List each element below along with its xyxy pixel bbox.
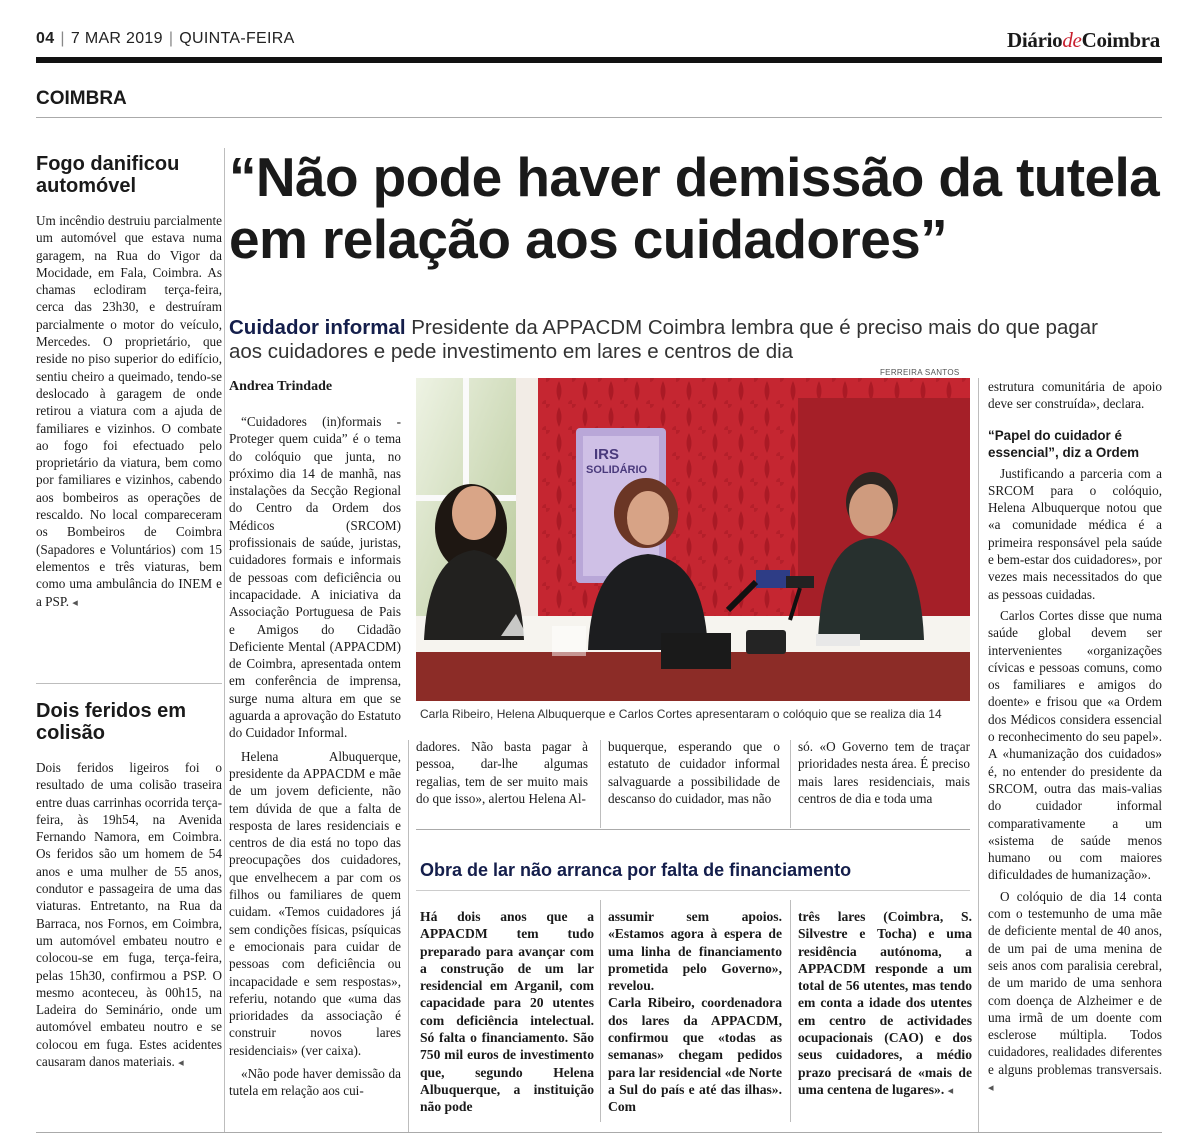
column-divider	[224, 148, 225, 1132]
subheadline: Cuidador informal Presidente da APPACDM Coimbra lembra que é preciso mais do que pagar aos cuidadores e pede investimento em lares e centros de dia	[229, 316, 1098, 363]
headline: “Não pode haver demissão da tutela em relação aos cuidadores”	[229, 146, 1160, 270]
brief-title-collision: Dois feridos em colisão	[36, 700, 187, 744]
column-divider	[790, 900, 791, 1122]
column-divider	[600, 740, 601, 828]
photo-credit: FERREIRA SANTOS	[880, 368, 960, 377]
brief-text-fire: Um incêndio destruiu parcialmente um automóvel que estava numa garagem, na Rua do Vigor da Mocidade, em Fala, Coimbra. As chamas eclodiram terça-feira, cerca das 23h30, e destruíram parcialmente o motor do veículo, Mercedes. O proprietário, que reside no piso superior do edifício, sentiu cheiro a queimado, tendo-se deslocado à garagem de onde retirou a viatura com a ajuda de familiares e vizinhos. O combate ao fogo foi efectuado pelo proprietário da viatura, bem como por familiares e vizinhos, cabendo aos bombeiros as operações de rescaldo. No local compareceram os Bombeiros de Coimbra (Sapadores e Voluntários) com 15 elementos e três viaturas, bem como uma ambulância do INEM e a PSP. ◂	[36, 213, 222, 609]
top-rule	[36, 57, 1162, 63]
section-rule	[36, 117, 1162, 118]
photo-caption: Carla Ribeiro, Helena Albuquerque e Carlos Cortes apresentaram o colóquio que se realiza dia 14	[420, 707, 942, 721]
column-divider	[408, 740, 409, 1132]
issue-date: 7 MAR 2019	[70, 30, 163, 47]
box-title-rule	[416, 890, 970, 891]
page-meta: 04 | 7 MAR 2019 | QUINTA-FEIRA	[36, 30, 295, 47]
article-column-right: estrutura comunitária de apoio deve ser construída», declara. “Papel do cuidador é essencial”, diz a Ordem Justificando a parceria com a SRCOM para o colóquio, Helena Albuquerque notou que «a comunidade médica é a primeira responsável pela saúde e bem-estar dos cuidadores», por vezes mais necessitados do que as pessoas cuidadas. Carlos Cortes disse que numa saúde global devem ser intervenientes «organizações cívicas e pessoas comuns, como os familiares e amigos do doente» e frisou que «a Ordem dos Médicos considera essencial o reconhecimento do seu papel». A «humanização dos cuidados» é, no entender do presidente da SRCOM, outra das mais-valias do cuidador informal comparativamente a um «sistema de saúde menos humano ou com maiores dificuldades de humanização». O colóquio de dia 14 conta com o testemunho de uma mãe de deficiente mental de 40 anos, de um pai de uma menina de seis anos com paralisia cerebral, de um marido de uma senhora com doença de Alzheimer e de uma irmã de um doente com esclerose múltipla. Todos cuidadores, realidades diferentes e alguns problemas transversais. ◂	[988, 379, 1162, 1094]
brief-text-collision: Dois feridos ligeiros foi o resultado de uma colisão traseira entre duas carrinhas ocorrida terça-feira, às 19h54, na Avenida Fernando Namora, em Coimbra. Os feridos são um homem de 54 anos e uma mulher de 55 anos, condutor e passageira de uma das viaturas. Entretanto, na Rua da Barraca, nos Fornos, em Coimbra, um automóvel embateu noutro e colocou-se em fuga, terça-feira, pelas 15h30, confirmou a PSP. O mesmo aconteceu, às 00h15, na Ladeira do Seminário, onde um automóvel embateu noutro e se colocou em fuga. Estes acidentes causaram danos materiais. ◂	[36, 760, 222, 1070]
brief-divider	[36, 683, 222, 684]
box-column-2: assumir sem apoios. «Estamos agora à espera de uma linha de financiamento prometida pelo Governo», revelou. Carla Ribeiro, coordenadora dos lares da APPACDM, confirmou que «todas as semanas» chegam pedidos para lar residencial «de Norte a Sul do país e até das ilhas». Com	[608, 909, 782, 1115]
byline: Andrea Trindade	[229, 379, 333, 394]
article-column-1: “Cuidadores (in)formais - Proteger quem cuida” é o tema do colóquio que junta, no próximo dia 14 de manhã, nas instalações da Secção Regional do Centro da Ordem dos Médicos (SRCOM) profissionais de saúde, juristas, cuidadores formais e informais de pessoas com deficiência ou incapacidade. A iniciativa da Associação Portuguesa de Pais e Amigos do Cidadão Deficiente Mental (APPACDM) de Coimbra, apresentada ontem em conferência de imprensa, surge numa altura em que se aguarda a aprovação do Estatuto do Cuidador Informal. Helena Albuquerque, presidente da APPACDM e mãe de um jovem deficiente, não tem dúvida de que a falta de resposta de lares residenciais e centros de dia está no topo das preocupações dos cuidadores, que envelhecem a par com os filhos ou familiares de quem cuidam. «Temos cuidadores já sem condições físicas, psíquicas e emocionais para cuidar de pessoas com deficiência ou incapacidade e sem respostas», referiu, notando que «uma das prioridades da associação é construir novos lares residenciais» (ver caixa). «Não pode haver demissão da tutela em relação aos cui-	[229, 414, 401, 1099]
press-conference-photo	[416, 378, 970, 701]
banner-line-2: SOLIDÁRIO	[586, 464, 648, 476]
box-title: Obra de lar não arranca por falta de financiamento	[420, 860, 852, 880]
page-number: 04	[36, 30, 55, 47]
masthead-logo: DiáriodeCoimbra	[1007, 28, 1160, 52]
section-label: COIMBRA	[36, 88, 127, 109]
photo-illustration	[416, 378, 970, 701]
box-column-1: Há dois anos que a APPACDM tem tudo preparado para avançar com a construção de um lar residencial em Arganil, com capacidade para 20 utentes com deficiência intelectual. Só falta o financiamento. São 750 mil euros de investimento que, segundo Helena Albuquerque, a instituição não pode	[420, 909, 594, 1115]
weekday: QUINTA-FEIRA	[179, 30, 295, 47]
subsection-heading: “Papel do cuidador é essencial”, diz a Ordem	[988, 427, 1140, 460]
banner-line-1: IRS	[594, 446, 620, 463]
box-column-3: três lares (Coimbra, S. Silvestre e Tocha) e uma residência autónoma, a APPACDM responde a um total de 56 utentes, mas tendo em conta a idade dos utentes em centro de actividades ocupacionais (CAO) e dos seus cuidadores, a médio prazo precisará de «mais de uma centena de lugares». ◂	[798, 909, 972, 1097]
box-top-rule	[416, 829, 970, 830]
article-column-3: buquerque, esperando que o estatuto de cuidador informal salvaguarde a possibilidade de descanso do cuidador, mas não	[608, 739, 780, 806]
bottom-rule	[36, 1132, 1162, 1133]
column-divider	[600, 900, 601, 1122]
article-column-2: dadores. Não basta pagar à pessoa, dar-lhe algumas regalias, tem de ser muito mais do que isso», alertou Helena Al-	[416, 739, 588, 806]
column-divider	[790, 740, 791, 828]
article-column-4: só. «O Governo tem de traçar prioridades nesta área. É preciso mais lares residenciais, mais centros de dia e toda uma	[798, 739, 970, 806]
column-divider	[978, 378, 979, 1132]
kicker: Cuidador informal	[229, 316, 406, 339]
brief-title-fire: Fogo danificou automóvel	[36, 153, 180, 197]
